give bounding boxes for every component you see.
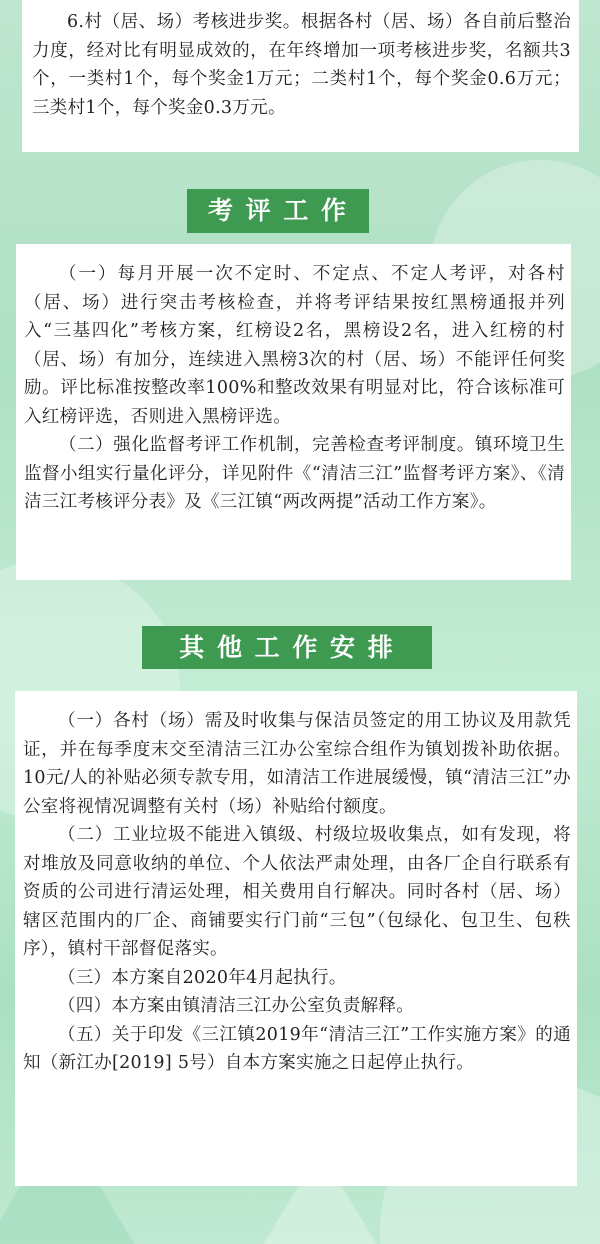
reward-paragraph: 6.村（居、场）考核进步奖。根据各村（居、场）各自前后整治力度，经对比有明显成效的，在年终增加一项考核进步奖，名额共3个，一类村1个，每个奖金1万元；二类村1个，每个奖金0.6万元；三类村1个，每个奖金0.3万元。 [32,12,571,118]
other-arrangements-card [15,691,577,1186]
other-arrangements-heading: 其 他 工 作 安 排 [142,626,432,669]
evaluation-card [16,244,571,580]
other-paragraph-4: （四）本方案由镇清洁三江办公室负责解释。 [58,996,414,1016]
evaluation-paragraph-1: （一）每月开展一次不定时、不定点、不定人考评，对各村（居、场）进行突击考核检查，并将考评结果按红黑榜通报并列入“三基四化”考核方案，红榜设2名，黑榜设2名，进入红榜的村（居、场）有加分，连续进入黑榜3次的村（居、场）不能评任何奖励。评比标准按整改率100%和整改效果有明显对比，符合该标准可入红榜评选，否则进入黑榜评选。 [24,264,565,427]
other-paragraph-1: （一）各村（场）需及时收集与保洁员签定的用工协议及用款凭证，并在每季度末交至清洁三江办公室综合组作为镇划拨补助依据。10元/人的补贴必须专款专用，如清洁工作进展缓慢，镇“清洁三江”办公室将视情况调整有关村（场）补贴给付额度。 [23,711,571,817]
evaluation-heading: 考 评 工 作 [187,189,369,233]
evaluation-paragraph-2: （二）强化监督考评工作机制，完善检查考评制度。镇环境卫生监督小组实行量化评分，详见附件《“清洁三江”监督考评方案》、《清洁三江考核评分表》及《三江镇“两改两提”活动工作方案》。 [24,435,565,512]
other-paragraph-5: （五）关于印发《三江镇2019年“清洁三江”工作实施方案》的通知（新江办[2019] 5号）自本方案实施之日起停止执行。 [23,1024,571,1073]
other-paragraph-3: （三）本方案自2020年4月起执行。 [58,967,347,988]
other-paragraph-2: （二）工业垃圾不能进入镇级、村级垃圾收集点，如有发现，将对堆放及同意收纳的单位、个人依法严肃处理，由各厂企自行联系有资质的公司进行清运处理，相关费用自行解决。同时各村（居、场）辖区范围内的厂企、商铺要实行门前“三包”（包绿化、包卫生、包秩序），镇村干部督促落实。 [23,825,571,959]
reward-card [22,0,579,152]
